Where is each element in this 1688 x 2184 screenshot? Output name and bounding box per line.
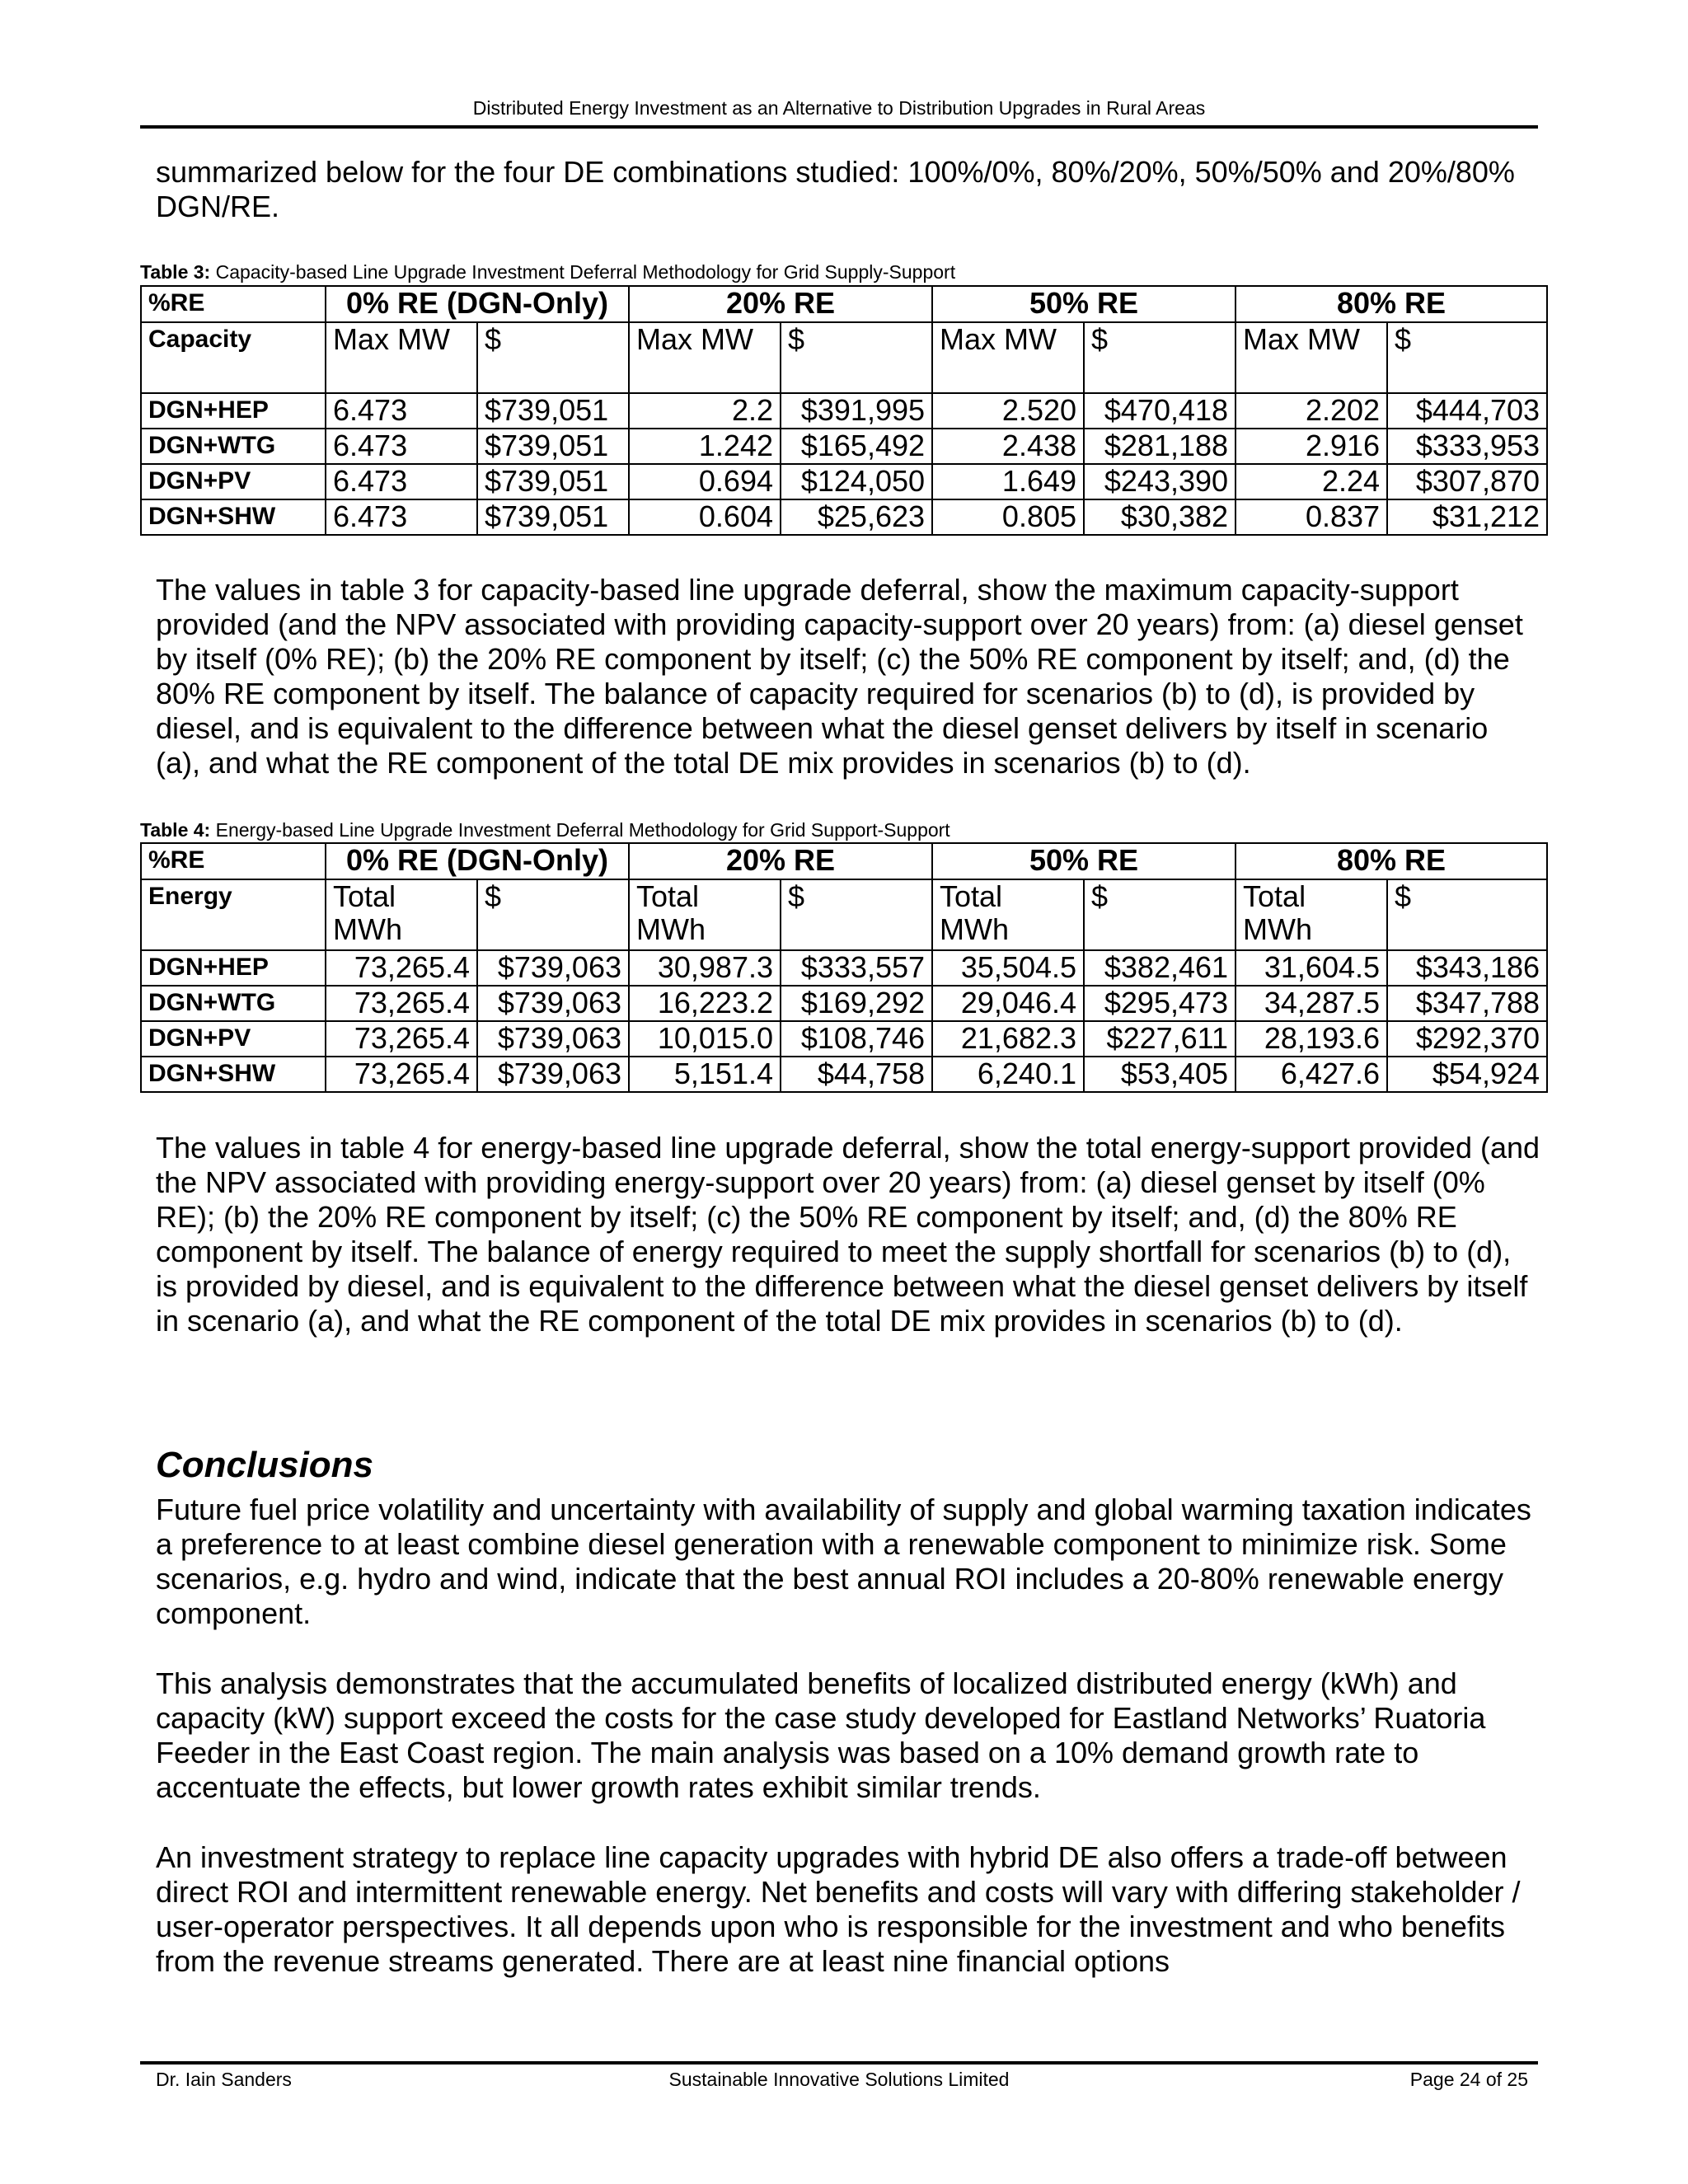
table4-group: 0% RE (DGN-Only)	[326, 843, 629, 879]
footer-author: Dr. Iain Sanders	[156, 2069, 292, 2090]
table-row	[141, 986, 1547, 1021]
table-cell: $470,418	[1084, 393, 1236, 429]
table4-subhead-row	[141, 879, 1547, 950]
table-cell: 2.520	[932, 393, 1084, 429]
conclusions-paragraph-1: Future fuel price volatility and uncertainty with availability of supply and global warming taxation indicates a preference to at least combine diesel generation with a renewable component to minimize risk. Some scenarios, e.g. hydro and wind, indicate that the best annual ROI includes a 20-80% renewable energy component.	[156, 1493, 1531, 1630]
table-cell: 73,265.4	[326, 1021, 477, 1057]
table-cell: $307,870	[1387, 464, 1547, 499]
table-row	[141, 499, 1547, 535]
footer-rule	[140, 2061, 1538, 2064]
footer-page-number: Page 24 of 25	[1409, 2069, 1528, 2090]
table-cell: 2.438	[932, 429, 1084, 464]
table3-group: 80% RE	[1236, 286, 1547, 322]
table4-caption-label: Table 4:	[140, 819, 211, 841]
table-row	[141, 429, 1547, 464]
table-cell: $333,953	[1387, 429, 1547, 464]
table-cell: $739,063	[477, 950, 629, 986]
table-cell: $54,924	[1387, 1057, 1547, 1092]
table-cell: 6.473	[326, 464, 477, 499]
table-row	[141, 1057, 1547, 1092]
table-cell: 34,287.5	[1236, 986, 1387, 1021]
table-cell: $53,405	[1084, 1057, 1236, 1092]
table3-group-row	[141, 286, 1547, 322]
table3-subhead: $	[1387, 322, 1547, 393]
table3-paragraph: The values in table 3 for capacity-based line upgrade deferral, show the maximum capacity-support provided (and the NPV associated with providing capacity-support over 20 years) from: (a) diesel genset by itself (0% RE); (b) the 20% RE component by itself; (c) the 50% RE component by itself; and, (d) the 80% RE component by itself. The balance of capacity required for scenarios (b) to (d), is provided by diesel, and is equivalent to the difference between what the diesel genset delivers by itself in scenario (a), and what the RE component of the total DE mix provides in scenarios (b) to (d).	[156, 573, 1523, 780]
table3-group: 20% RE	[629, 286, 932, 322]
table-cell: 21,682.3	[932, 1021, 1084, 1057]
table-cell: 6.473	[326, 429, 477, 464]
table3-caption-label: Table 3:	[140, 261, 211, 283]
row-label: DGN+PV	[141, 1021, 326, 1057]
table4-group: 80% RE	[1236, 843, 1547, 879]
table-cell: $169,292	[781, 986, 932, 1021]
table3	[140, 285, 1548, 536]
table4-subhead: $	[477, 879, 629, 950]
table-cell: 1.242	[629, 429, 781, 464]
table-cell: $739,063	[477, 1057, 629, 1092]
conclusions-heading: Conclusions	[156, 1445, 374, 1485]
table-cell: 28,193.6	[1236, 1021, 1387, 1057]
table4-group: 50% RE	[932, 843, 1236, 879]
table-cell: 6,427.6	[1236, 1057, 1387, 1092]
table-row	[141, 1021, 1547, 1057]
table3-subhead: $	[1084, 322, 1236, 393]
header-rule	[140, 125, 1538, 129]
table4-subhead: Total MWh	[1236, 879, 1387, 950]
table-cell: $295,473	[1084, 986, 1236, 1021]
table-cell: $391,995	[781, 393, 932, 429]
table4-paragraph: The values in table 4 for energy-based line upgrade deferral, show the total energy-support provided (and the NPV associated with providing energy-support over 20 years) from: (a) diesel genset by itself (0% RE); (b) the 20% RE component by itself; (c) the 50% RE component by itself; and, (d) the 80% RE component by itself. The balance of energy required to meet the supply shortfall for scenarios (b) to (d), is provided by diesel, and is equivalent to the difference between what the diesel genset delivers by itself in scenario (a), and what the RE component of the total DE mix provides in scenarios (b) to (d).	[156, 1131, 1540, 1338]
table-cell: $124,050	[781, 464, 932, 499]
row-label: DGN+PV	[141, 464, 326, 499]
table-row	[141, 393, 1547, 429]
conclusions-paragraph-2: This analysis demonstrates that the accumulated benefits of localized distributed energy (kWh) and capacity (kW) support exceed the costs for the case study developed for Eastland Networks’ Ruatoria Feeder in the East Coast region. The main analysis was based on a 10% demand growth rate to accentuate the effects, but lower growth rates exhibit similar trends.	[156, 1666, 1486, 1804]
intro-paragraph: summarized below for the four DE combinations studied: 100%/0%, 80%/20%, 50%/50% and 20%/80% DGN/RE.	[156, 155, 1515, 223]
table-cell: $165,492	[781, 429, 932, 464]
table-cell: $227,611	[1084, 1021, 1236, 1057]
table3-corner: %RE	[141, 286, 326, 322]
table-cell: 30,987.3	[629, 950, 781, 986]
table-cell: $108,746	[781, 1021, 932, 1057]
table4-subhead: $	[1387, 879, 1547, 950]
table3-subhead: Max MW	[629, 322, 781, 393]
table3-subhead: Max MW	[932, 322, 1084, 393]
table4	[140, 842, 1548, 1093]
table-cell: $347,788	[1387, 986, 1547, 1021]
table-cell: $739,051	[477, 464, 629, 499]
table3-group: 0% RE (DGN-Only)	[326, 286, 629, 322]
table-cell: 2.916	[1236, 429, 1387, 464]
footer-company: Sustainable Innovative Solutions Limited	[668, 2069, 1010, 2090]
table-cell: 2.24	[1236, 464, 1387, 499]
table-cell: 73,265.4	[326, 986, 477, 1021]
table-cell: 10,015.0	[629, 1021, 781, 1057]
table-cell: 73,265.4	[326, 950, 477, 986]
table-cell: 0.805	[932, 499, 1084, 535]
table4-caption-text: Energy-based Line Upgrade Investment Deferral Methodology for Grid Support-Support	[210, 819, 950, 841]
table-row	[141, 464, 1547, 499]
table3-caption-text: Capacity-based Line Upgrade Investment Deferral Methodology for Grid Supply-Support	[210, 261, 956, 283]
table-cell: 5,151.4	[629, 1057, 781, 1092]
table-cell: $739,063	[477, 1021, 629, 1057]
table-cell: $739,063	[477, 986, 629, 1021]
table-cell: 2.2	[629, 393, 781, 429]
table-cell: $343,186	[1387, 950, 1547, 986]
running-header: Distributed Energy Investment as an Alternative to Distribution Upgrades in Rural Areas	[472, 97, 1206, 119]
table-cell: $25,623	[781, 499, 932, 535]
table4-group: 20% RE	[629, 843, 932, 879]
table-cell: 6.473	[326, 393, 477, 429]
table-cell: $739,051	[477, 429, 629, 464]
table-cell: $31,212	[1387, 499, 1547, 535]
table-cell: $739,051	[477, 393, 629, 429]
table3-group: 50% RE	[932, 286, 1236, 322]
table-cell: $243,390	[1084, 464, 1236, 499]
table3-subhead: Max MW	[326, 322, 477, 393]
table-cell: 35,504.5	[932, 950, 1084, 986]
table-cell: $292,370	[1387, 1021, 1547, 1057]
table3-subhead: Max MW	[1236, 322, 1387, 393]
table4-subhead-label: Energy	[141, 879, 326, 950]
row-label: DGN+HEP	[141, 950, 326, 986]
table4-corner: %RE	[141, 843, 326, 879]
table3-subhead-label: Capacity	[141, 322, 326, 393]
row-label: DGN+SHW	[141, 499, 326, 535]
table4-subhead: Total MWh	[326, 879, 477, 950]
table3-subhead: $	[477, 322, 629, 393]
row-label: DGN+WTG	[141, 986, 326, 1021]
table4-subhead: Total MWh	[629, 879, 781, 950]
table-cell: $382,461	[1084, 950, 1236, 986]
row-label: DGN+WTG	[141, 429, 326, 464]
table-cell: $281,188	[1084, 429, 1236, 464]
table-row	[141, 950, 1547, 986]
table4-caption	[140, 818, 950, 841]
table-cell: 6,240.1	[932, 1057, 1084, 1092]
table4-group-row	[141, 843, 1547, 879]
table-cell: 29,046.4	[932, 986, 1084, 1021]
table-cell: 73,265.4	[326, 1057, 477, 1092]
table-cell: 16,223.2	[629, 986, 781, 1021]
table-cell: $739,051	[477, 499, 629, 535]
table4-subhead: $	[1084, 879, 1236, 950]
conclusions-paragraph-3: An investment strategy to replace line capacity upgrades with hybrid DE also offers a trade-off between direct ROI and intermittent renewable energy. Net benefits and costs will vary with differing stakeholder / user-operator perspectives. It all depends upon who is responsible for the investment and who benefits from the revenue streams generated. There are at least nine financial options	[156, 1840, 1521, 1978]
table3-subhead: $	[781, 322, 932, 393]
table-cell: 1.649	[932, 464, 1084, 499]
table3-subhead-row	[141, 322, 1547, 393]
table4-subhead: $	[781, 879, 932, 950]
table-cell: $444,703	[1387, 393, 1547, 429]
row-label: DGN+SHW	[141, 1057, 326, 1092]
row-label: DGN+HEP	[141, 393, 326, 429]
table4-subhead: Total MWh	[932, 879, 1084, 950]
table-cell: 0.694	[629, 464, 781, 499]
table-cell: 31,604.5	[1236, 950, 1387, 986]
table-cell: 2.202	[1236, 393, 1387, 429]
table-cell: 6.473	[326, 499, 477, 535]
table3-caption	[140, 260, 955, 284]
table-cell: 0.604	[629, 499, 781, 535]
table-cell: $333,557	[781, 950, 932, 986]
table-cell: $44,758	[781, 1057, 932, 1092]
table-cell: 0.837	[1236, 499, 1387, 535]
table-cell: $30,382	[1084, 499, 1236, 535]
